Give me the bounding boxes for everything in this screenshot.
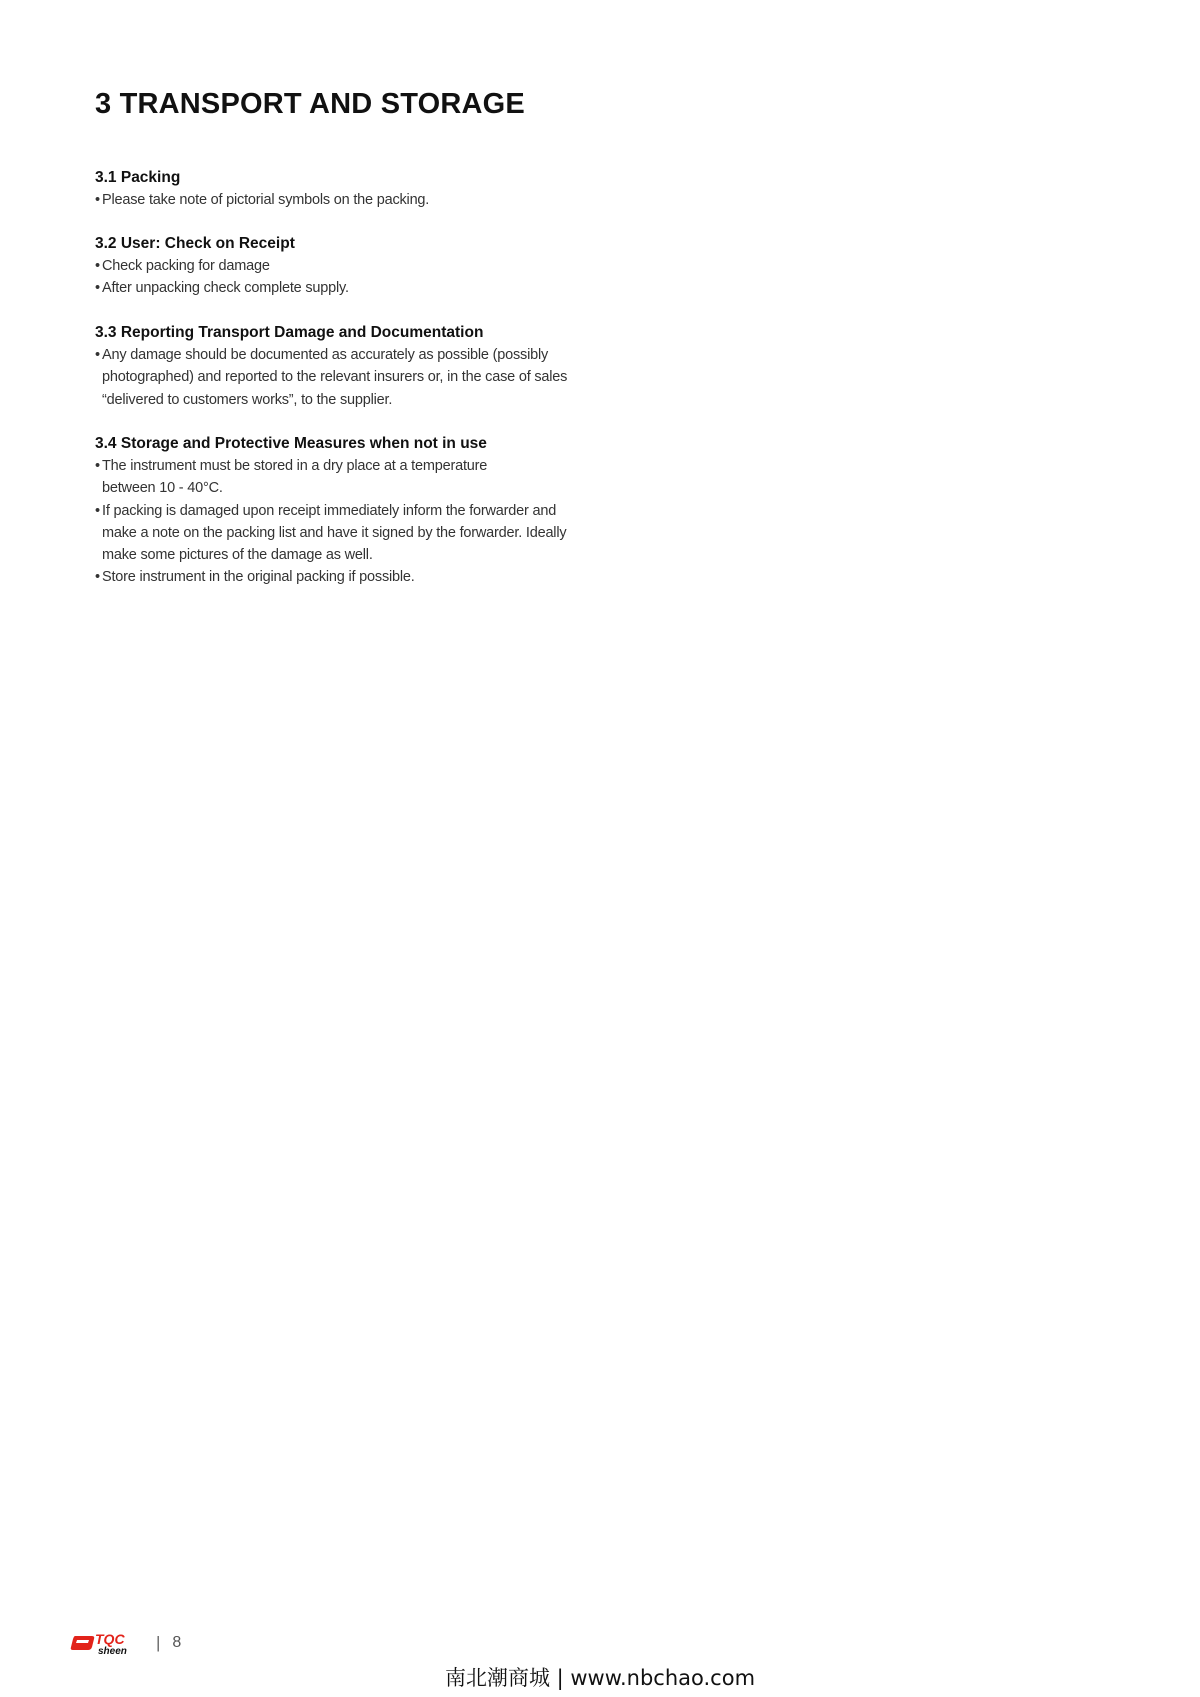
bullet-icon: • (95, 458, 100, 474)
logo-wordmark: TQC (95, 1631, 125, 1647)
list-item (95, 189, 615, 211)
watermark: 南北潮商城 | www.nbchao.com (444, 1666, 756, 1690)
list-item (95, 500, 615, 567)
section-transport-damage (95, 322, 615, 411)
section-heading: 3.4 Storage and Protective Measures when not in use (95, 435, 487, 452)
bullet-list (95, 255, 615, 300)
item-line: between 10 - 40°C. (102, 480, 223, 497)
list-item (95, 277, 615, 299)
item-line: Please take note of pictorial symbols on the packing. (102, 192, 430, 208)
list-item (95, 344, 615, 411)
item-line: make some pictures of the damage as well. (102, 547, 373, 564)
section-storage (95, 433, 615, 589)
item-line: The instrument must be stored in a dry place at a temperature (102, 458, 488, 474)
page-title: 3 TRANSPORT AND STORAGE (95, 88, 525, 120)
list-item (95, 566, 615, 588)
item-line: If packing is damaged upon receipt immediately inform the forwarder and (102, 502, 557, 519)
list-item (95, 255, 615, 277)
bullet-icon: • (95, 280, 100, 297)
section-heading: 3.1 Packing (95, 169, 181, 186)
item-line: make a note on the packing list and have it signed by the forwarder. Ideally (102, 524, 567, 541)
logo-subtext: sheen (98, 1646, 127, 1656)
tqc-sheen-logo (70, 1630, 140, 1656)
bullet-list (95, 344, 615, 411)
bullet-list (95, 189, 615, 211)
item-line: Store instrument in the original packing if possible. (102, 569, 415, 586)
page-number: 8 (172, 1634, 182, 1651)
section-heading: 3.2 User: Check on Receipt (95, 235, 295, 252)
bullet-list (95, 455, 615, 589)
bullet-icon: • (95, 258, 100, 274)
bullet-icon: • (95, 347, 100, 363)
item-line: “delivered to customers works”, to the supplier. (102, 391, 393, 408)
item-line: Any damage should be documented as accurately as possible (possibly (102, 347, 549, 363)
footer-separator: | (156, 1633, 161, 1652)
bullet-icon: • (95, 192, 100, 208)
bullet-icon: • (95, 569, 100, 586)
item-line: Check packing for damage (102, 258, 270, 274)
bullet-icon: • (95, 502, 100, 519)
section-heading: 3.3 Reporting Transport Damage and Documentation (95, 324, 484, 341)
page-footer (70, 1628, 181, 1658)
item-line: photographed) and reported to the relevant insurers or, in the case of sales (102, 369, 568, 386)
section-packing (95, 167, 615, 211)
list-item (95, 455, 615, 500)
item-line: After unpacking check complete supply. (102, 280, 349, 297)
section-check-on-receipt (95, 233, 615, 300)
